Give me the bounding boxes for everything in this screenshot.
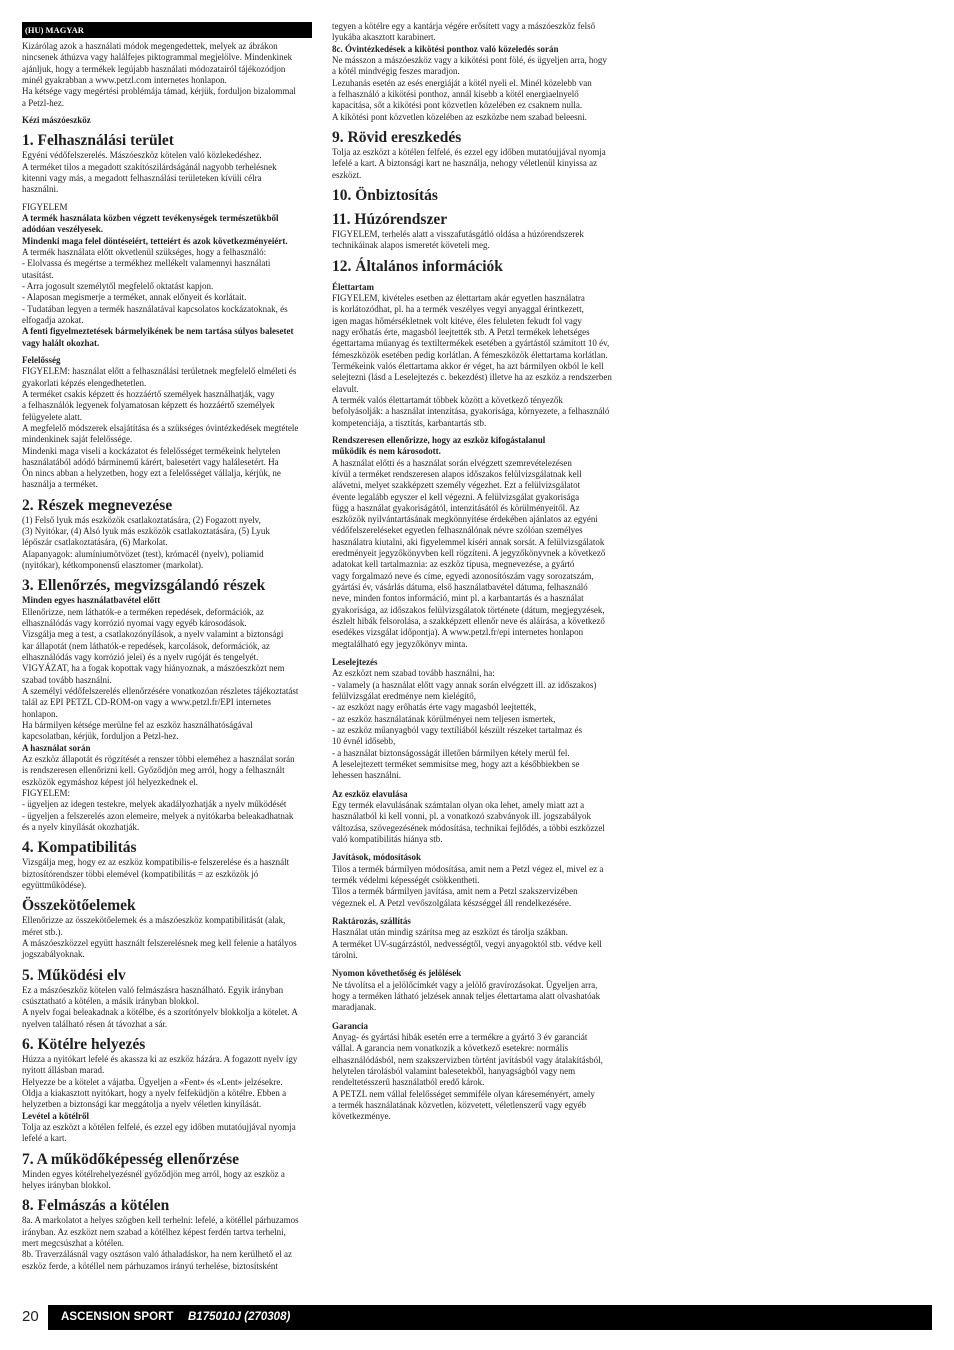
section-11-title: 11. Húzórendszer: [332, 210, 448, 228]
section-9-title: 9. Rövid ereszkedés: [332, 128, 462, 146]
section-8-title: 8. Felmászás a kötélen: [22, 1197, 170, 1215]
section-3-text-before-use: Ellenőrizze, nem láthatók-e a terméken repedések, deformációk, az elhasználódás vagy korrózió nyomai vagy egyéb károsodások. Vizsgálja meg a test, a csatlakozónyílások, a nyelv valamint a biztonsági kar állapotát (nem láthatók-e repedések, karcolások, deformációk, az elhasználódás vagy korrózió jelei) és a nyelv rugóját és tengelyét. VIGYÁZAT, ha a fogak kopottak vagy hiányoznak, a mászóeszközt nem szabad tovább használni. A személyi védőfelszerelés ellenőrzésére vonatkozóan részletes tájékoztatást talál az EPI PETZL CD-ROM-on vagy a www.petzl.fr/EPI internetes honlapon. Ha bármilyen kétsége merülne fel az eszköz használhatóságával kapcsolatban, kérjük, forduljon a Petzl-hez.: [22, 606, 299, 742]
section-5-title: 5. Működési elv: [22, 966, 126, 984]
product-type: Kézi mászóeszköz: [22, 114, 91, 125]
warranty-block: [332, 1021, 628, 1123]
section-2-text: (1) Felső lyuk más eszközök csatlakoztatására, (2) Fogazott nyelv, (3) Nyitókar, (4) Alsó lyuk más eszközök csatlakoztatására, (5) Lyuk lépőszár csatlakoztatására, (6) Markolat. Alapanyagok: alumíniumötvözet (test), krómacél (nyelv), poliamid (nyitókar), kétkomponensű elasztomer (markolat).: [22, 514, 270, 571]
section-11-text: FIGYELEM, terhelés alatt a visszafutásgátló oldása a húzórendszerek technikáinak alapos ismeretét követeli meg.: [332, 228, 584, 251]
retirement-text: Az eszközt nem szabad tovább használni, ha: - valamely (a használat előtt vagy annak során elvégzett ill. az időszakos) felülvizsgálat eredménye nem kielégítő, - az eszközt nagy erőhatás érte vagy magasból leejtették, - az eszköz használatának körülményei nem teljesen ismertek, - az eszköz műanyagból vagy textíliából készült részeket tartalmaz és 10 évnél idősebb, - a használat biztonságosságát illetően bármilyen kétely merül fel. A leselejtezett terméket semmisítse meg, hogy azt a későbbiekben se lehessen használni.: [332, 668, 597, 781]
warning-label: FIGYELEM: [22, 201, 68, 212]
storage-block: [332, 916, 628, 961]
inspection-text: A használat előtti és a használat során elvégzett szemrevételezésen kívül a terméket rendszeresen alapos időszakos felülvizsgálatnak kell alávetni, melyet szakképzett személy végezhet. Ezt a felülvizsgálatot évente legalább egyszer el kell végezni. A felülvizsgálat gyakorisága függ a használat gyakoriságától, intenzitásától és körülményeitől. Az eszközök nyilvántartásának megkönnyítése érdekében ajánlatos az egyéni védőfelszereléseket egyetlen felhasználónak névre szólóan személyes használatra kiutalni, aki figyelemmel kíséri annak sorsát. A felülvizsgálatok eredményeit jegyzőkönyvben kell rögzíteni. A jegyzőkönyvnek a következő adatokat kell tartalmaznia: az eszköz típusa, megnevezése, a gyártó vagy forgalmazó neve és címe, egyedi azonosítószám vagy sorozatszám, gyártási év, vásárlás dátuma, első használatbavétel dátuma, felhasználó neve, minden fontos információ, mint pl. a karbantartás és a használat gyakorisága, az időszakos felülvizsgálatok története (dátum, megjegyzések, észlelt hibák felsorolása, a szakképzett ellenőr neve és aláírása, a következő esedékes vizsgálat időpontja). A www.petzl.fr/epi internetes honlapon megtalálható egy jegyzőkönyv minta.: [332, 457, 606, 649]
section-8-text: 8a. A markolatot a helyes szögben kell terhelni: lefelé, a kötéllel párhuzamos irányban. Az eszközt nem szabad a kötélhez képest ferdén tartva terhelni, mert megcsúszhat a kötélen. 8b. Traverzálásnál vagy osztáson való áthaladáskor, ha nem kerülhető el az eszköz ferde, a kötéllel nem párhuzamos irányú terhelése, biztosítsként: [22, 1215, 299, 1271]
lifetime-block: [332, 282, 628, 429]
section-2-title: 2. Részek megnevezése: [22, 496, 173, 514]
section-6-text-removal: Tolja az eszközt a kötélen felfelé, és ezzel egy időben mutatóujjával nyomja lefelé a kart.: [22, 1121, 296, 1144]
storage-title: Raktározás, szállítás: [332, 915, 411, 926]
left-column: [22, 22, 318, 1272]
responsibility-text: FIGYELEM: használat előtt a felhasználási területnek megfelelő elméleti és gyakorlati képzés elengedhetetlen. A terméket csakis képzett és hozzáértő személyek használhatják, vagy a felhasználók legyenek folyamatosan képzett és hozzáértő személyek felügyelete alatt. A megfelelő módszerek elsajátítása és a szükséges óvintézkedések megtétele mindenkinek saját felelőssége. Mindenki maga viseli a kockázatot és felelősséget termékeink helytelen használatából adódó bárminemű kárért, balesetért vagy halálesetért. Ha Ön nincs abban a helyzetben, hogy ezt a felelősséget vállalja, kérjük, ne használja a terméket.: [22, 366, 299, 490]
section-6-title: 6. Kötélre helyezés: [22, 1035, 146, 1053]
section-9-text: Tolja az eszközt a kötélen felfelé, és ezzel egy időben mutatóujjával nyomja lefelé a kart. A biztonsági kart ne használja, nehogy véletlenül kinyissa az eszközt.: [332, 146, 606, 180]
section-4-title: 4. Kompatibilitás: [22, 839, 137, 857]
footer-bar: [48, 1305, 932, 1330]
warning-block: [22, 202, 318, 349]
section-6-subtitle-removal: Levétel a kötélről: [22, 1110, 89, 1121]
section-5-text: Ez a mászóeszköz kötelen való felmászásra használható. Egyik irányban csúsztatható a kötélen, a másik irányban blokkol. A nyelv fogai beleakadnak a kötélbe, és a szorítónyelv blokkolja a kötelet. A nyelven található résen át távozhat a sár.: [22, 984, 298, 1029]
retirement-block: [332, 657, 628, 782]
section-8-continued-text: tegyen a kötélre egy a kantárja végére erősített vagy a mászóeszköz felső lyukába akasztott karabinert.: [332, 21, 596, 43]
warning-text: A termék használata előtt okvetlenül szükséges, hogy a felhasználó: - Elolvassa és megértse a termékhez mellékelt valamennyi használati utasítást. - Arra jogosult személytől megfelelő oktatást kapjon. - Alaposan megismerje a terméket, annak előnyeit és korlátait. - Tudatában legyen a termék használatával kapcsolatos kockázatoknak, és elfogadja azokat.: [22, 246, 288, 325]
obsolescence-block: [332, 789, 628, 846]
intro-paragraph: Kizárólag azok a használati módok megengedettek, melyek az ábrákon nincsenek áthúzva vagy halálfejes piktogrammal megjelölve. Mindenkinek ajánljuk, hogy a termékek legújabb használati módozatairól tájékozódjon minél gyakrabban a www.petzl.com internetes honlapon. Ha kétsége vagy megértési problémája támad, kérjük, forduljon bizalommal a Petzl-hez.: [22, 41, 296, 108]
connectors-text: Ellenőrizze az összekötőelemek és a mászóeszköz kompatibilitását (alak, méret stb.). A mászóeszközzel együtt használt felszerelésnek meg kell felenie a hatályos jogszabályoknak.: [22, 915, 297, 960]
section-6-text: Húzza a nyitókart lefelé és akassza ki az eszköz házára. A fogazott nyelv így nyitott állásban marad. Helyezze be a kötelet a vájatba. Ügyeljen a «Fent» és «Lent» jelzésekre. Oldja a kiakasztott nyitókart, hogy a nyelv felfeküdjön a kötélre. Ebben a helyzetben a biztonsági kar meggátolja a nyelv véletlen kinyílását.: [22, 1053, 298, 1110]
responsibility-block: [22, 355, 318, 491]
repairs-title: Javítások, módosítások: [332, 852, 422, 863]
traceability-text: Ne távolítsa el a jelölőcímkét vagy a jelölő gravírozásokat. Ügyeljen arra, hogy a terméken látható jelzések annak teljes élettartama alatt olvashatóak maradjanak.: [332, 979, 601, 1013]
right-column: [332, 21, 628, 1123]
obsolescence-text: Egy termék elavulásának számtalan olyan oka lehet, amely miatt azt a használatból ki kell vonni, pl. a vonatkozó szabványok ill. jogszabályok változása, szövegezésének módosítása, technikai fejlődés, a többi eszközzel való kompatibilitás hiánya stb.: [332, 800, 605, 845]
section-7-text: Minden egyes kötélrehelyezésnél győződjön meg arról, hogy az eszköz a helyes irányban blokkol.: [22, 1168, 285, 1190]
obsolescence-title: Az eszköz elavulása: [332, 788, 408, 799]
inspection-title: Rendszeresen ellenőrizze, hogy az eszköz kifogástalanul működik és nem károsodott.: [332, 434, 546, 457]
repairs-text: Tilos a termék bármilyen módosítása, amit nem a Petzl végez el, mivel ez a termék védelmi képességét csökkentheti. Tilos a termék bármilyen javítása, amit nem a Petzl szakszervizében végeznek el. A Petzl vevőszolgálata készséggel áll rendelkezésére.: [332, 863, 604, 908]
section-7-title: 7. A működőképesség ellenőrzése: [22, 1150, 239, 1168]
section-8c-subtitle: 8c. Óvintézkedések a kikötési ponthoz való közeledés során: [332, 43, 559, 54]
warning-bold-conclusion: A fenti figyelmeztetések bármelyikének be nem tartása súlyos balesetet vagy halált okozhat.: [22, 326, 294, 348]
section-3-subtitle-during-use: A használat során: [22, 742, 91, 753]
connectors-title: Összekötőelemek: [22, 897, 136, 915]
page-number: 20: [22, 1308, 39, 1325]
responsibility-title: Felelősség: [22, 354, 61, 365]
repairs-block: [332, 852, 628, 909]
section-4-text: Vizsgálja meg, hogy ez az eszköz kompatibilis-e felszerelése és a használt biztosítórendszer többi elemével (kompatibilitás = az eszközök jó együttműködése).: [22, 857, 290, 890]
traceability-block: [332, 968, 628, 1013]
footer-reference: B175010J (270308): [188, 1311, 291, 1323]
section-3-title: 3. Ellenőrzés, megvizsgálandó részek: [22, 577, 266, 595]
lifetime-title: Élettartam: [332, 281, 374, 292]
inspection-block: [332, 435, 628, 650]
section-12-title: 12. Általános információk: [332, 257, 503, 275]
retirement-title: Leselejtezés: [332, 657, 378, 668]
section-3-text-during-use: Az eszköz állapotát és rögzítését a renszer többi eleméhez a használat során is rendszeresen ellenőrizni kell. Győződjön meg arról, hogy a felhasznált eszközök egymáshoz képest jól helyezkednek el. FIGYELEM: - ügyeljen az idegen testekre, melyek akadályozhatják a nyelv működését - ügyeljen a felszerelés azon elemeire, melyek a nyitókarba beleakadhatnak és a nyelv kinyílását okozhatják.: [22, 754, 295, 833]
section-10-title: 10. Önbiztosítás: [332, 186, 438, 204]
storage-text: Használat után mindig szárítsa meg az eszközt és tárolja szákban. A terméket UV-sugárzástól, nedvességtől, vegyi anyagoktól stb. védve kell tárolni.: [332, 927, 602, 960]
section-8c-text: Ne másszon a mászóeszköz vagy a kikötési pont fölé, és ügyeljen arra, hogy a kötél mindvégig feszes maradjon. Lezuhanás esetén az esés energiáját a kötél nyeli el. Minél közelebb van a felhasználó a kikötési ponthoz, annál kisebb a kötél energiaelnyelő kapacitása, sőt a kikötési pont közvetlen közelében ez csaknem nulla. A kikötési pont közvetlen közelében az eszközbe nem szabad beleesni.: [332, 54, 607, 122]
lifetime-text: FIGYELEM, kivételes esetben az élettartam akár egyetlen használatra is korlátozódhat, pl. ha a termék veszélyes vegyi anyaggal érintkezett, igen magas hőmérsékletnek volt kitéve, éles feluleten fekudt fol vagy nagy erőhatás érte, magasból leejtették stb. A Petzl termékek lehetséges égettartama műanyag és textiltermékek esetében a gyártástól számított 10 év, fémeszközök esetében pedig korlátlan. A fémeszközök élettartama korlátlan. Termékeink valós élettartama akkor ér véget, ha azt bármilyen okból le kell selejtezni (lásd a Leselejtezés c. bekezdést) illetve ha az eszköz a rendszerben elavult. A termék valós élettartamát többek között a következő tényezők befolyásolják: a használat intenzitása, gyakorisága, környezete, a felhasználó kompetenciája, a tisztítás, karbantartás stb.: [332, 292, 612, 428]
section-1-text: Egyéni védőfelszerelés. Mászóeszköz kötelen való közlekedéshez. A terméket tilos a megadott szakítószilárdságánál nagyobb terhelésnek kitenni vagy más, a megadott felhasználási területeken kívüli célra használni.: [22, 150, 277, 195]
language-header: (HU) MAGYAR: [22, 22, 312, 38]
warranty-text: Anyag- és gyártási hibák esetén erre a termékre a gyártó 3 év garanciát vállal. A garancia nem vonatkozik a következő esetekre: normális elhasználódásból, nem szakszervizben történt javításból vagy átalakításból, helytelen tárolásból valamint balesetekből, hanyagságból vagy nem rendeltetésszerű használatból eredő károk. A PETZL nem vállal felelősséget semmiféle olyan káreseményért, amely a termék használatának közvetlen, közvetett, véletlenszerű vagy egyéb következménye.: [332, 1031, 603, 1122]
warning-bold-text: A termék használata közben végzett tevékenységek természetükből adódóan veszélyesek. Mindenki maga felel döntéseiért, tetteiért és azok következményeiért.: [22, 212, 288, 246]
section-3-subtitle-before-use: Minden egyes használatbavétel előtt: [22, 595, 161, 606]
warranty-title: Garancia: [332, 1020, 368, 1031]
traceability-title: Nyomon követhetőség és jelölések: [332, 968, 462, 979]
footer-product-name: ASCENSION SPORT: [61, 1311, 174, 1323]
section-1-title: 1. Felhasználási terület: [22, 132, 174, 150]
